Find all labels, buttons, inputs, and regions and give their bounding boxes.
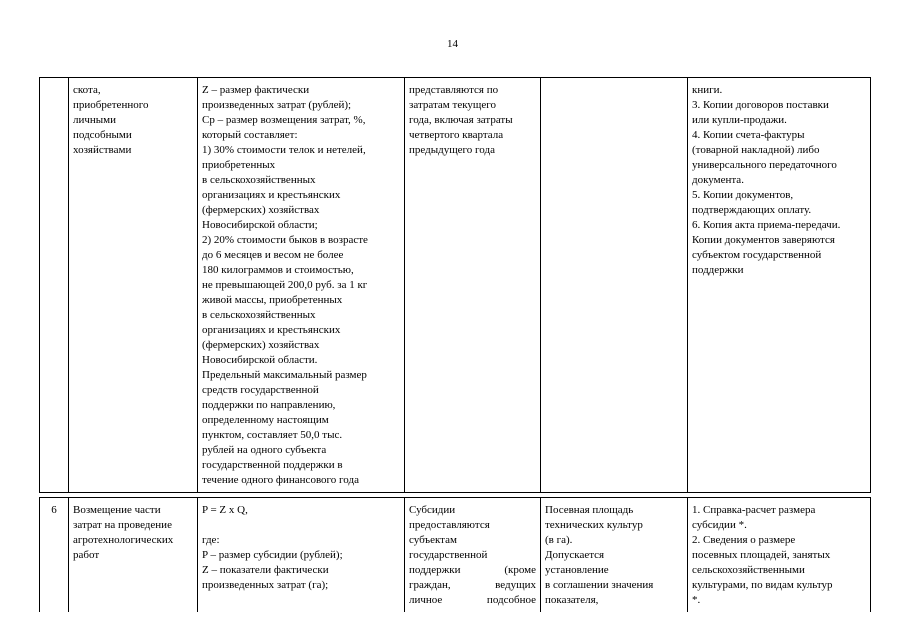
cell-line: в сельскохозяйственных: [202, 174, 316, 186]
cell-line: затратам текущего: [409, 99, 496, 111]
cell-line: (в га).: [545, 534, 573, 546]
cell-line: предыдущего года: [409, 144, 495, 156]
cell-line: личными: [73, 114, 117, 126]
cell-indicator: [541, 78, 688, 493]
cell-line: приобретенного: [73, 99, 149, 111]
cell-line: 4. Копии счета-фактуры: [692, 129, 805, 141]
cell-line: личное подсобное: [409, 594, 536, 606]
cell-line: 2. Сведения о размере: [692, 534, 796, 546]
cell-line: Z – размер фактически: [202, 84, 310, 96]
cell-line: P – размер субсидии (рублей);: [202, 549, 343, 561]
cell-line: 5. Копии документов,: [692, 189, 794, 201]
cell-line: произведенных затрат (га);: [202, 579, 329, 591]
cell-line: (товарной накладной) либо: [692, 144, 820, 156]
cell-line: подсобными: [73, 129, 132, 141]
cell-line: года, включая затраты: [409, 114, 513, 126]
cell-line: 1. Справка-расчет размера: [692, 504, 816, 516]
cell-documents: [688, 78, 871, 493]
cell-line: граждан, ведущих: [409, 579, 536, 591]
cell-line: подтверждающих оплату.: [692, 204, 812, 216]
cell-number: [40, 78, 69, 493]
cell-line: Новосибирской области;: [202, 219, 318, 231]
cell-line: агротехнологических: [73, 534, 174, 546]
cell-line: посевных площадей, занятых: [692, 549, 831, 561]
cell-line: субъектом государственной: [692, 249, 822, 261]
cell-line: документа.: [692, 174, 744, 186]
cell-line: Субсидии: [409, 504, 456, 516]
cell-recipient: [69, 78, 198, 493]
cell-indicator: [541, 498, 688, 613]
cell-line: Ср – размер возмещения затрат, %,: [202, 114, 366, 126]
cell-line: определенному настоящим: [202, 414, 329, 426]
cell-formula: [198, 78, 405, 493]
cell-line: универсального передаточного: [692, 159, 837, 171]
cell-line: (фермерских) хозяйствах: [202, 339, 320, 351]
cell-line: где:: [202, 534, 220, 546]
cell-line: организациях и крестьянских: [202, 189, 341, 201]
cell-line: представляются по: [409, 84, 499, 96]
cell-line: организациях и крестьянских: [202, 324, 341, 336]
cell-line: который составляет:: [202, 129, 298, 141]
cell-line: средств государственной: [202, 384, 319, 396]
cell-line: предоставляются: [409, 519, 490, 531]
cell-line: до 6 месяцев и весом не более: [202, 249, 344, 261]
page-number: 14: [447, 38, 458, 50]
cell-line: (фермерских) хозяйствах: [202, 204, 320, 216]
cell-line: Новосибирской области.: [202, 354, 318, 366]
cell-line: сельскохозяйственными: [692, 564, 805, 576]
table-row: [40, 498, 871, 613]
cell-line: государственной поддержки в: [202, 459, 343, 471]
cell-line: *.: [692, 594, 701, 606]
cell-line: рублей на одного субъекта: [202, 444, 327, 456]
cell-line: [202, 518, 400, 533]
cell-line: работ: [73, 549, 100, 561]
cell-line: течение одного финансового года: [202, 474, 359, 486]
cell-line: субсидии *.: [692, 519, 747, 531]
cell-line: затрат на проведение: [73, 519, 172, 531]
cell-line: произведенных затрат (рублей);: [202, 99, 352, 111]
cell-line: Предельный максимальный размер: [202, 369, 367, 381]
cell-line: приобретенных: [202, 159, 276, 171]
cell-line: 1) 30% стоимости телок и нетелей,: [202, 144, 366, 156]
cell-line: в соглашении значения: [545, 579, 654, 591]
cell-line: показателя,: [545, 594, 599, 606]
cell-line: книги.: [692, 84, 723, 96]
cell-line: хозяйствами: [73, 144, 132, 156]
cell-line: не превышающей 200,0 руб. за 1 кг: [202, 279, 368, 291]
table-row: [40, 78, 871, 493]
cell-line: технических культур: [545, 519, 643, 531]
cell-line: поддержки: [692, 264, 744, 276]
cell-line: государственной: [409, 549, 488, 561]
cell-line: поддержки (кроме: [409, 564, 536, 576]
cell-line: скота,: [73, 84, 101, 96]
cell-documents: [688, 498, 871, 613]
cell-line: субъектам: [409, 534, 457, 546]
cell-line: живой массы, приобретенных: [202, 294, 343, 306]
cell-line: Копии документов заверяются: [692, 234, 835, 246]
cell-line: Возмещение части: [73, 504, 161, 516]
cell-line: Допускается: [545, 549, 605, 561]
cell-line: Посевная площадь: [545, 504, 634, 516]
cell-line: Z – показатели фактически: [202, 564, 329, 576]
cell-line: или купли-продажи.: [692, 114, 787, 126]
cell-line: культурами, по видам культур: [692, 579, 833, 591]
cell-conditions: [405, 78, 541, 493]
cell-line: 6. Копия акта приема-передачи.: [692, 219, 841, 231]
cell-line: в сельскохозяйственных: [202, 309, 316, 321]
cell-line: пунктом, составляет 50,0 тыс.: [202, 429, 343, 441]
subsidy-table: [39, 77, 871, 612]
cell-line: 180 килограммов и стоимостью,: [202, 264, 354, 276]
cell-line: 3. Копии договоров поставки: [692, 99, 829, 111]
cell-line: поддержки по направлению,: [202, 399, 336, 411]
cell-line: четвертого квартала: [409, 129, 504, 141]
cell-line: P = Z x Q,: [202, 504, 248, 516]
cell-direction: [69, 498, 198, 613]
cell-number: 6: [40, 498, 69, 613]
cell-line: установление: [545, 564, 609, 576]
cell-line: 2) 20% стоимости быков в возрасте: [202, 234, 368, 246]
cell-formula: [198, 498, 405, 613]
cell-conditions: [405, 498, 541, 613]
